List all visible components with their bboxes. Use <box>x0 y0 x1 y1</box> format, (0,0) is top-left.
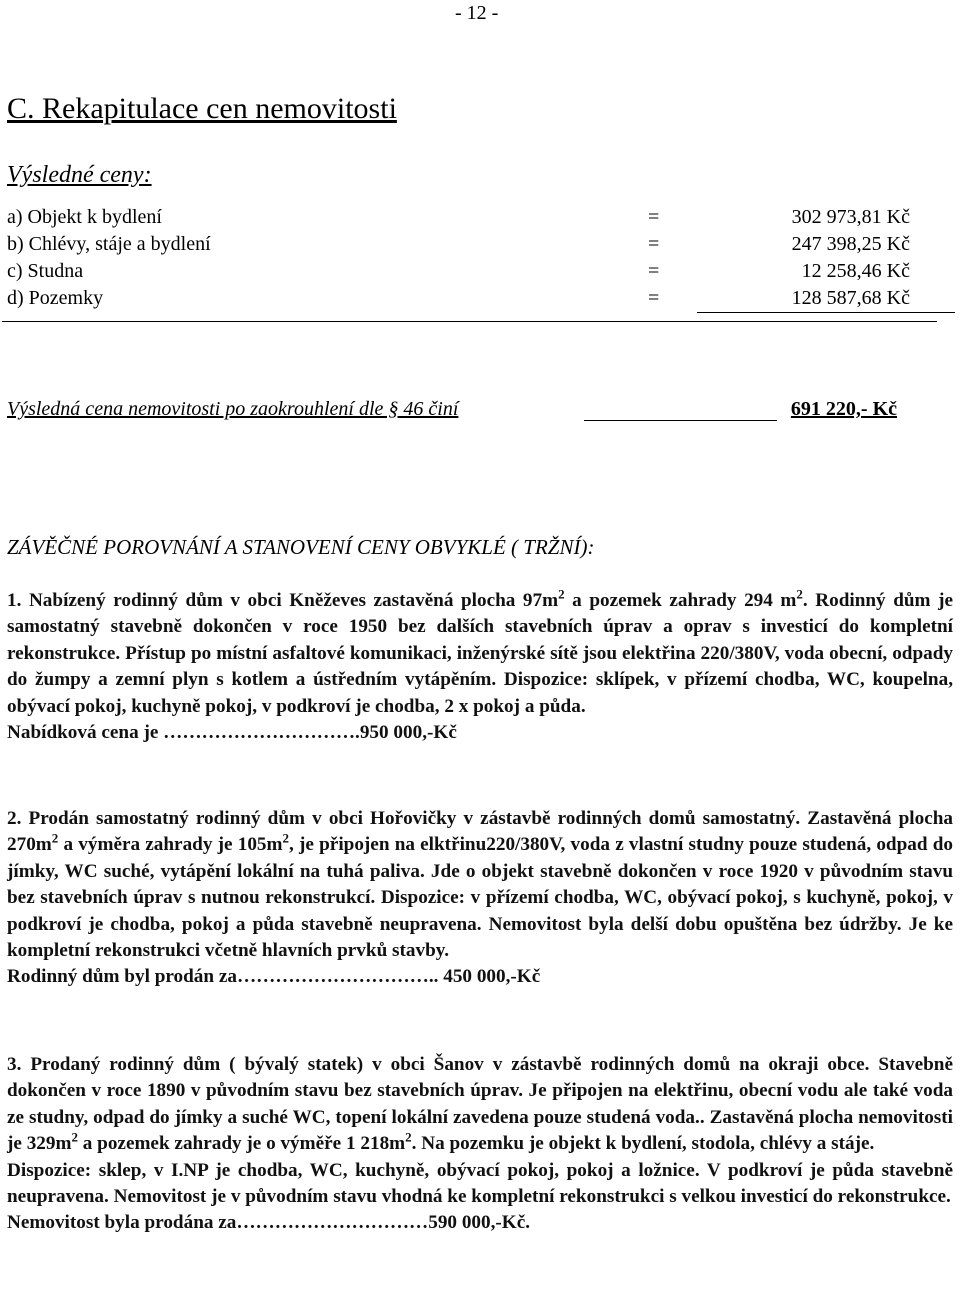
amount-underline <box>697 312 955 313</box>
sum-divider <box>2 321 937 322</box>
price-label: a) Objekt k bydlení <box>7 206 162 228</box>
offer-price-line: Nabídková cena je ………………………….950 000,-Kč <box>7 722 457 744</box>
section-title: C. Rekapitulace cen nemovitosti <box>7 92 397 125</box>
page-number: - 12 - <box>455 2 499 24</box>
comparison-item-1 <box>7 588 953 746</box>
paragraph-text: a pozemek zahrady 294 m <box>564 590 797 611</box>
comparison-item-2 <box>7 806 953 991</box>
price-amount: 302 973,81 Kč <box>791 206 910 228</box>
equals-sign: = <box>648 206 660 228</box>
results-subtitle: Výsledné ceny: <box>7 162 152 188</box>
price-label: b) Chlévy, stáje a bydlení <box>7 233 211 255</box>
superscript: 2 <box>558 586 565 602</box>
price-row-chlevy <box>7 233 952 259</box>
price-row-studna <box>7 260 952 286</box>
paragraph-text: . Rodinný dům je samostatný stavebně dokončen v roce 1950 bez dalších stavebních úprav a oprav s investicí do kompletní rekonstrukce. Přístup po místní asfaltové komunikaci, inženýrské sítě jsou elektřina 220/380V, voda obecní, odpady do žumpy a zemní plyn s kotlem a ústředním vytápěním. Dispozice: sklípek, v přízemí chodba, WC, koupelna, obývací pokoj, kuchyně pokoj, v podkroví je chodba, 2 x pokoj a půda. <box>7 590 953 717</box>
sale-price-line: Rodinný dům byl prodán za………………………….. 450 000,-Kč <box>7 966 541 988</box>
final-price-row <box>7 398 897 424</box>
superscript: 2 <box>282 831 290 847</box>
paragraph-text: Dispozice: sklep, v I.NP je chodba, WC, kuchyně, obývací pokoj, pokoj a ložnice. V podkroví je půda stavebně neupravena. Nemovitost je v původním stavu vhodná ke kompletní rekonstrukci s velkou investicí do rekonstrukce. <box>7 1159 953 1208</box>
superscript: 2 <box>405 1129 412 1145</box>
final-price-leader-line <box>584 420 777 421</box>
comparison-heading: ZÁVĚČNÉ POROVNÁNÍ A STANOVENÍ CENY OBVYKLÉ ( TRŽNÍ): <box>7 535 595 559</box>
final-price-value: 691 220,- Kč <box>790 398 897 420</box>
price-amount: 247 398,25 Kč <box>791 233 910 255</box>
price-label: d) Pozemky <box>7 287 104 309</box>
equals-sign: = <box>648 233 660 255</box>
paragraph-text: 3. Prodaný rodinný dům ( bývalý statek) v obci Šanov v zástavbě rodinných domů na okraji obce. Stavebně dokončen v roce 1890 v původním stavu bez stavebních úprav. Je připojen na elektřinu, obecní vodu ale také voda ze studny, odpad do jímky a suché WC, topení lokální zavedena pouze studená voda.. Zastavěná plocha nemovitosti je 329m <box>7 1054 953 1155</box>
paragraph-text: 1. Nabízený rodinný dům v obci Kněževes zastavěná plocha 97m <box>7 590 559 611</box>
paragraph-text: . Na pozemku je objekt k bydlení, stodola, chlévy a stáje. <box>411 1133 875 1155</box>
sale-price-line: Nemovitost byla prodána za…………………………590 000,-Kč. <box>7 1212 531 1234</box>
price-row-objekt <box>7 206 952 232</box>
superscript: 2 <box>51 831 59 847</box>
price-amount: 128 587,68 Kč <box>791 287 910 309</box>
equals-sign: = <box>648 260 660 282</box>
price-amount: 12 258,46 Kč <box>801 260 910 282</box>
price-label: c) Studna <box>7 260 84 282</box>
comparison-item-3 <box>7 1052 953 1237</box>
final-price-label: Výsledná cena nemovitosti po zaokrouhlení dle § 46 činí <box>7 398 459 420</box>
superscript: 2 <box>796 586 803 602</box>
superscript: 2 <box>71 1129 78 1145</box>
paragraph-text: , je připojen na elktřinu220/380V, voda z vlastní studny pouze studená, odpad do jímky, WC suché, vytápění lokální na tuhá paliva. Jde o objekt stavebně dokončen v roce 1920 v původním stavu bez stavebních úprav s nutnou rekonstrukcí. Dispozice: v přízemí chodba, WC, obývací pokoj, s kuchyně, pokoj, v podkroví je chodba, pokoj a půda stavebně neupravena. Nemovitost byla delší dobu opuštěna bez údržby. Je ke kompletní rekonstrukci včetně hlavních prvků stavby. <box>7 834 953 962</box>
paragraph-text: a výměra zahrady je 105m <box>58 834 283 856</box>
price-row-pozemky <box>7 287 952 313</box>
paragraph-text: a pozemek zahrady je o výměře 1 218m <box>77 1133 406 1155</box>
equals-sign: = <box>648 287 660 309</box>
paragraph-text: 2. Prodán samostatný rodinný dům v obci Hořovičky v zástavbě rodinných domů samostatný. Zastavěná plocha 270m <box>7 808 953 856</box>
